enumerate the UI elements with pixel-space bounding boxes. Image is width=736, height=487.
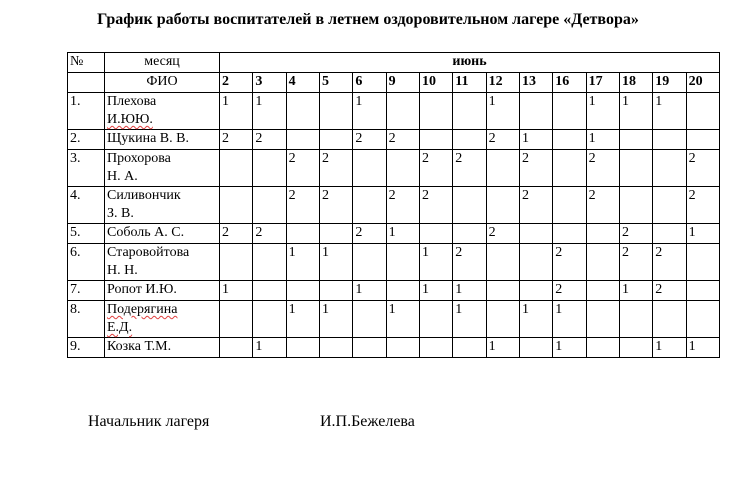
shift-cell: 2 xyxy=(686,187,719,224)
shift-cell: 2 xyxy=(453,244,486,281)
shift-cell: 1 xyxy=(286,244,319,281)
shift-cell: 1 xyxy=(653,93,686,130)
header-day: 4 xyxy=(286,73,319,93)
name-line: Силивончик xyxy=(107,188,181,203)
shift-cell xyxy=(253,301,286,338)
shift-cell: 1 xyxy=(419,244,452,281)
header-day: 16 xyxy=(553,73,586,93)
table-row xyxy=(68,301,720,338)
row-number: 9. xyxy=(68,338,105,358)
shift-cell: 1 xyxy=(286,301,319,338)
shift-cell xyxy=(386,338,419,358)
row-name xyxy=(105,187,220,224)
row-number: 1. xyxy=(68,93,105,130)
shift-cell xyxy=(653,301,686,338)
shift-cell xyxy=(286,281,319,301)
shift-cell: 1 xyxy=(419,281,452,301)
shift-cell xyxy=(486,281,519,301)
shift-cell xyxy=(453,338,486,358)
shift-cell: 2 xyxy=(653,244,686,281)
shift-cell: 2 xyxy=(220,224,253,244)
shift-cell xyxy=(286,338,319,358)
shift-cell xyxy=(619,130,652,150)
shift-cell: 2 xyxy=(553,244,586,281)
shift-cell xyxy=(619,338,652,358)
shift-cell: 1 xyxy=(686,224,719,244)
shift-cell xyxy=(653,224,686,244)
name-line: Подерягина xyxy=(107,302,178,317)
table-row xyxy=(68,338,720,358)
shift-cell: 2 xyxy=(686,150,719,187)
shift-cell xyxy=(686,301,719,338)
shift-cell: 2 xyxy=(619,244,652,281)
shift-cell: 2 xyxy=(253,224,286,244)
header-num-empty xyxy=(68,73,105,93)
shift-cell: 2 xyxy=(586,187,619,224)
shift-cell: 1 xyxy=(553,301,586,338)
shift-cell xyxy=(253,281,286,301)
shift-cell: 1 xyxy=(486,93,519,130)
shift-cell xyxy=(686,244,719,281)
shift-cell: 1 xyxy=(253,93,286,130)
shift-cell xyxy=(386,150,419,187)
shift-cell xyxy=(586,301,619,338)
header-day: 12 xyxy=(486,73,519,93)
shift-cell xyxy=(686,281,719,301)
shift-cell xyxy=(419,130,452,150)
name-line: Плехова xyxy=(107,94,157,109)
shift-cell xyxy=(686,130,719,150)
shift-cell: 1 xyxy=(386,224,419,244)
shift-cell: 1 xyxy=(220,93,253,130)
shift-cell: 1 xyxy=(586,130,619,150)
header-day: 3 xyxy=(253,73,286,93)
shift-cell xyxy=(419,338,452,358)
table-row xyxy=(68,130,720,150)
shift-cell: 2 xyxy=(519,187,552,224)
shift-cell: 2 xyxy=(486,130,519,150)
row-name xyxy=(105,281,220,301)
shift-cell xyxy=(653,150,686,187)
shift-cell xyxy=(619,150,652,187)
shift-cell xyxy=(653,130,686,150)
shift-cell: 2 xyxy=(286,150,319,187)
shift-cell: 1 xyxy=(453,281,486,301)
shift-cell xyxy=(220,244,253,281)
shift-cell: 2 xyxy=(386,187,419,224)
shift-cell: 1 xyxy=(453,301,486,338)
table-row xyxy=(68,150,720,187)
shift-cell: 2 xyxy=(419,150,452,187)
shift-cell xyxy=(453,130,486,150)
shift-cell: 2 xyxy=(253,130,286,150)
row-name xyxy=(105,301,220,338)
shift-cell xyxy=(619,187,652,224)
shift-cell xyxy=(553,150,586,187)
shift-cell xyxy=(386,244,419,281)
shift-cell: 2 xyxy=(453,150,486,187)
shift-cell: 1 xyxy=(553,338,586,358)
shift-cell xyxy=(319,224,352,244)
shift-cell xyxy=(386,281,419,301)
header-name: ФИО xyxy=(105,73,220,93)
shift-cell: 1 xyxy=(353,93,386,130)
shift-cell: 1 xyxy=(319,244,352,281)
shift-cell xyxy=(419,224,452,244)
shift-cell: 1 xyxy=(653,338,686,358)
table-row xyxy=(68,281,720,301)
name-line: Соболь А. С. xyxy=(107,225,185,240)
table-row xyxy=(68,224,720,244)
shift-cell xyxy=(220,187,253,224)
shift-cell: 2 xyxy=(319,187,352,224)
shift-cell: 1 xyxy=(686,338,719,358)
header-row-month xyxy=(68,53,720,73)
shift-cell xyxy=(319,130,352,150)
row-name xyxy=(105,244,220,281)
shift-cell xyxy=(286,130,319,150)
row-number: 4. xyxy=(68,187,105,224)
shift-cell xyxy=(419,93,452,130)
shift-cell: 1 xyxy=(220,281,253,301)
shift-cell xyxy=(419,301,452,338)
row-number: 3. xyxy=(68,150,105,187)
row-name xyxy=(105,130,220,150)
shift-cell xyxy=(253,150,286,187)
shift-cell xyxy=(553,187,586,224)
table-row xyxy=(68,93,720,130)
header-day: 6 xyxy=(353,73,386,93)
header-month-value: июнь xyxy=(220,53,720,73)
shift-cell: 1 xyxy=(386,301,419,338)
header-day: 18 xyxy=(619,73,652,93)
header-row-days xyxy=(68,73,720,93)
shift-cell xyxy=(519,338,552,358)
footer-signature-name: И.П.Бежелева xyxy=(320,413,415,430)
shift-cell xyxy=(319,338,352,358)
shift-cell xyxy=(253,244,286,281)
shift-cell: 2 xyxy=(619,224,652,244)
name-line: Н. Н. xyxy=(107,263,138,278)
shift-cell xyxy=(586,281,619,301)
shift-cell xyxy=(353,301,386,338)
shift-cell xyxy=(486,244,519,281)
shift-cell xyxy=(686,93,719,130)
shift-cell xyxy=(353,187,386,224)
row-number: 8. xyxy=(68,301,105,338)
shift-cell: 1 xyxy=(353,281,386,301)
shift-cell xyxy=(553,224,586,244)
shift-cell: 2 xyxy=(353,224,386,244)
shift-cell xyxy=(486,150,519,187)
shift-cell xyxy=(319,93,352,130)
shift-cell xyxy=(453,224,486,244)
row-name xyxy=(105,93,220,130)
shift-cell xyxy=(453,187,486,224)
schedule-table xyxy=(67,52,720,358)
table-row xyxy=(68,187,720,224)
shift-cell: 2 xyxy=(286,187,319,224)
shift-cell: 1 xyxy=(586,93,619,130)
shift-cell xyxy=(486,187,519,224)
shift-cell xyxy=(519,281,552,301)
shift-cell: 2 xyxy=(419,187,452,224)
shift-cell: 2 xyxy=(653,281,686,301)
shift-cell xyxy=(286,224,319,244)
shift-cell: 1 xyxy=(486,338,519,358)
row-number: 2. xyxy=(68,130,105,150)
row-name xyxy=(105,150,220,187)
shift-cell: 2 xyxy=(386,130,419,150)
header-num: № xyxy=(68,53,105,73)
document-title: График работы воспитателей в летнем оздоровительном лагере «Детвора» xyxy=(97,11,639,28)
shift-cell xyxy=(586,244,619,281)
shift-cell xyxy=(519,224,552,244)
footer-position: Начальник лагеря xyxy=(88,413,210,430)
name-line: Прохорова xyxy=(107,151,171,166)
header-day: 17 xyxy=(586,73,619,93)
shift-cell xyxy=(220,150,253,187)
shift-cell: 2 xyxy=(486,224,519,244)
shift-cell xyxy=(220,338,253,358)
table-row xyxy=(68,244,720,281)
header-day: 9 xyxy=(386,73,419,93)
shift-cell: 1 xyxy=(519,301,552,338)
name-line: Щукина В. В. xyxy=(107,131,189,146)
shift-cell xyxy=(253,187,286,224)
header-day: 20 xyxy=(686,73,719,93)
shift-cell: 2 xyxy=(586,150,619,187)
row-name xyxy=(105,338,220,358)
shift-cell xyxy=(453,93,486,130)
shift-cell: 2 xyxy=(319,150,352,187)
shift-cell xyxy=(586,338,619,358)
shift-cell xyxy=(353,244,386,281)
shift-cell xyxy=(653,187,686,224)
shift-cell xyxy=(619,301,652,338)
name-line: Козка Т.М. xyxy=(107,339,172,354)
header-day: 11 xyxy=(453,73,486,93)
name-line: З. В. xyxy=(107,206,134,221)
header-month: месяц xyxy=(105,53,220,73)
name-line: Е.Д. xyxy=(107,320,133,335)
row-number: 7. xyxy=(68,281,105,301)
shift-cell: 1 xyxy=(619,93,652,130)
shift-cell: 1 xyxy=(319,301,352,338)
shift-cell: 2 xyxy=(353,130,386,150)
shift-cell: 2 xyxy=(553,281,586,301)
header-day: 2 xyxy=(220,73,253,93)
shift-cell xyxy=(353,150,386,187)
header-day: 13 xyxy=(519,73,552,93)
shift-cell xyxy=(553,130,586,150)
shift-cell: 1 xyxy=(619,281,652,301)
name-line: Старовойтова xyxy=(107,245,190,260)
header-day: 5 xyxy=(319,73,352,93)
shift-cell xyxy=(486,301,519,338)
shift-cell: 2 xyxy=(519,150,552,187)
row-number: 5. xyxy=(68,224,105,244)
shift-cell xyxy=(286,93,319,130)
header-day: 19 xyxy=(653,73,686,93)
shift-cell xyxy=(319,281,352,301)
row-number: 6. xyxy=(68,244,105,281)
shift-cell: 2 xyxy=(220,130,253,150)
shift-cell: 1 xyxy=(253,338,286,358)
shift-cell xyxy=(519,244,552,281)
shift-cell xyxy=(519,93,552,130)
header-day: 10 xyxy=(419,73,452,93)
shift-cell xyxy=(386,93,419,130)
shift-cell xyxy=(353,338,386,358)
name-line: И.ЮЮ. xyxy=(107,112,153,127)
name-line: Н. А. xyxy=(107,169,138,184)
shift-cell: 1 xyxy=(519,130,552,150)
row-name xyxy=(105,224,220,244)
shift-cell xyxy=(586,224,619,244)
name-line: Ропот И.Ю. xyxy=(107,282,177,297)
shift-cell xyxy=(220,301,253,338)
shift-cell xyxy=(553,93,586,130)
